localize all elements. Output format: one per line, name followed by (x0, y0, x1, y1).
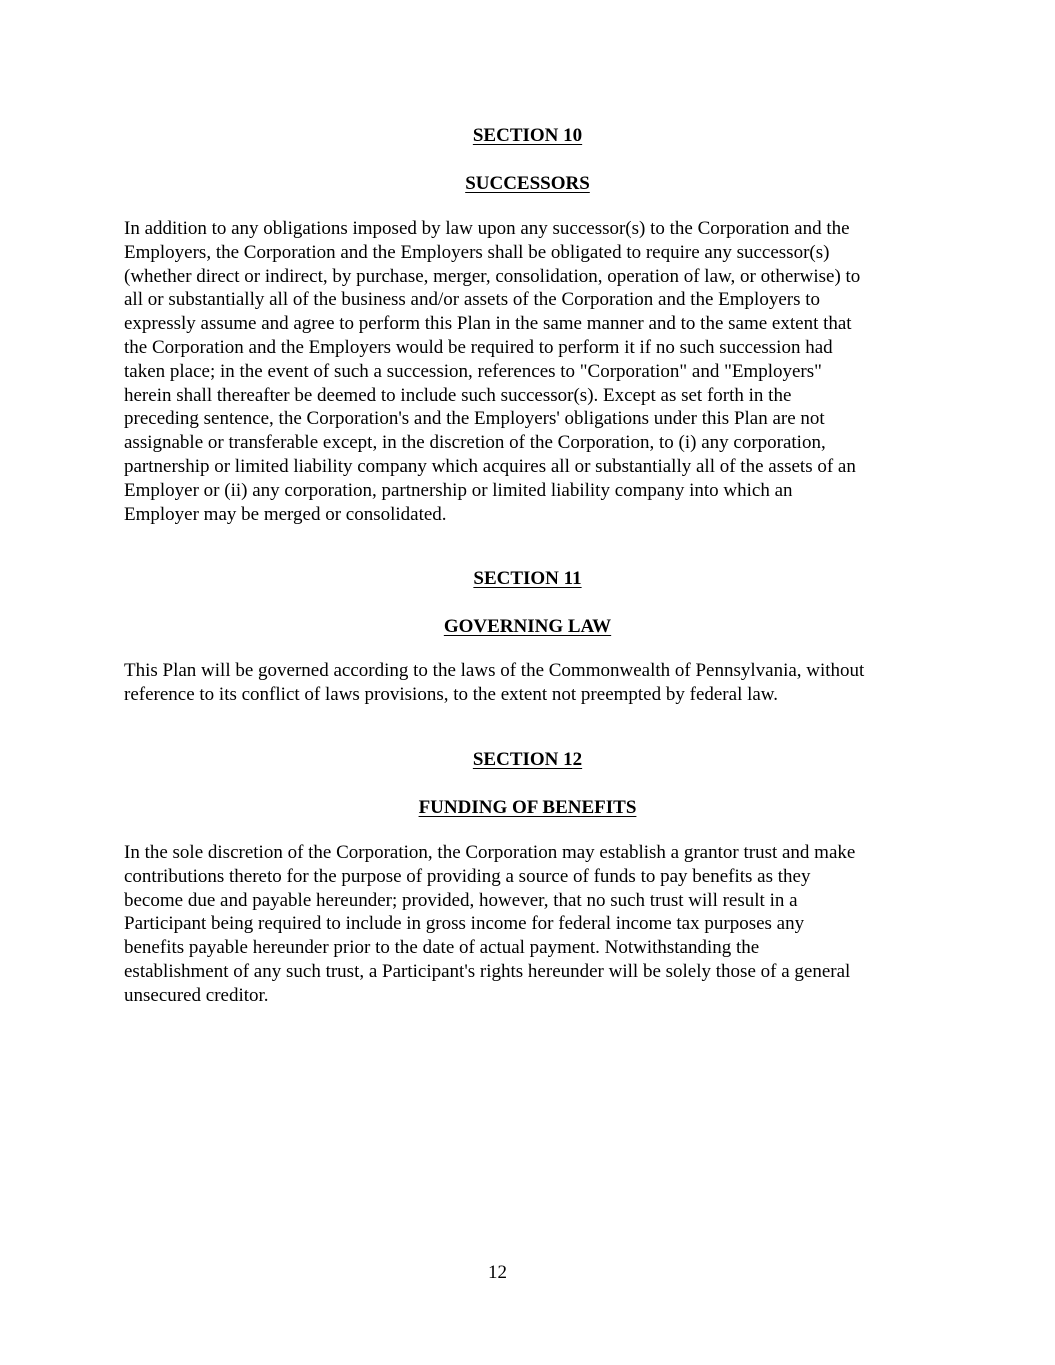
section-12-title (0, 796, 1055, 820)
section-12-body: In the sole discretion of the Corporation, the Corporation may establish a grantor trust and make contributions thereto for the purpose of providing a source of funds to pay benefits as they become due and payable hereunder; provided, however, that no such trust will result in a Participant being required to include in gross income for federal income tax purposes any benefits payable hereunder prior to the date of actual payment. Notwithstanding the establishment of any such trust, a Participant's rights hereunder will be solely those of a general unsecured creditor. (124, 842, 856, 1006)
section-11-title (0, 615, 1055, 639)
section-number-label: SECTION 11 (473, 568, 582, 589)
page-number: 12 (488, 1262, 507, 1283)
section-number-label: SECTION 10 (472, 125, 583, 146)
section-title: GOVERNING LAW (443, 616, 612, 637)
section-10-heading (0, 124, 1055, 148)
section-number-label: SECTION 12 (472, 749, 583, 770)
section-11-heading (0, 567, 1055, 591)
section-11-body: This Plan will be governed according to the laws of the Commonwealth of Pennsylvania, without reference to its conflict of laws provisions, to the extent not preempted by federal law. (124, 660, 865, 705)
section-title: FUNDING OF BENEFITS (418, 797, 637, 818)
section-10-body: In addition to any obligations imposed by law upon any successor(s) to the Corporation and the Employers, the Corporation and the Employers shall be obligated to require any successor(s) (whether direct or indirect, by purchase, merger, consolidation, operation of law, or otherwise) to all or substantially all of the business and/or assets of the Corporation and the Employers to expressly assume and agree to perform this Plan in the same manner and to the same extent that the Corporation and the Employers would be required to perform it if no such succession had taken place; in the event of such a succession, references to "Corporation" and "Employers" herein shall thereafter be deemed to include such successor(s). Except as set forth in the preceding sentence, the Corporation's and the Employers' obligations under this Plan are not assignable or transferable except, in the discretion of the Corporation, to (i) any corporation, partnership or limited liability company which acquires all or substantially all of the assets of an Employer or (ii) any corporation, partnership or limited liability company into which an Employer may be merged or consolidated. (124, 218, 861, 525)
section-10-title (0, 172, 1055, 196)
section-12-heading (0, 748, 1055, 772)
section-title: SUCCESSORS (465, 173, 590, 194)
